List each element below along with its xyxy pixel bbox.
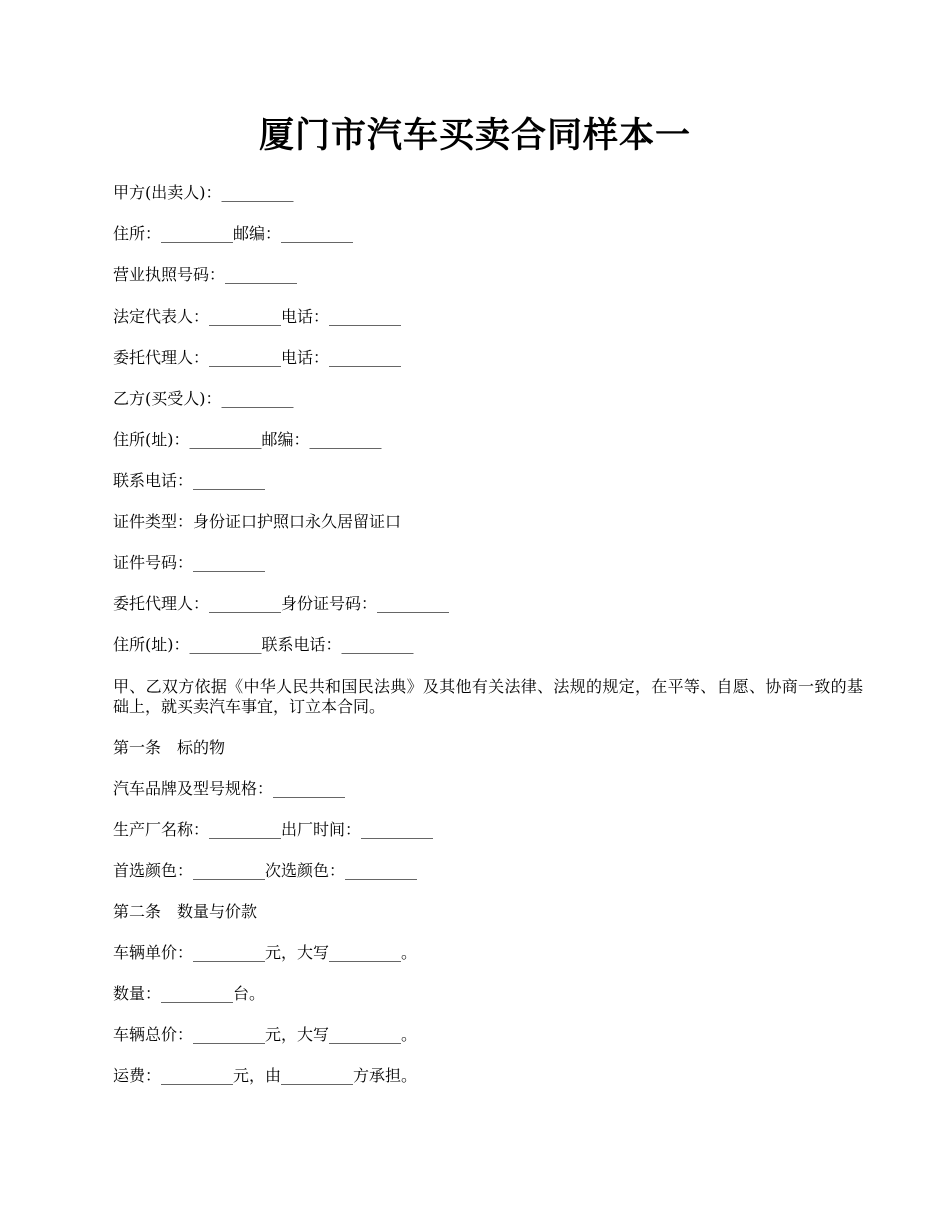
party-b-buyer: 乙方(买受人)：_________ — [113, 389, 294, 408]
total-price: 车辆总价：_________元，大写_________。 — [113, 1025, 418, 1044]
id-document-type: 证件类型：身份证口护照口永久居留证口 — [113, 512, 402, 531]
party-b-address-postcode: 住所(址)：_________邮编：_________ — [113, 430, 382, 449]
vehicle-brand-model: 汽车品牌及型号规格：_________ — [113, 779, 346, 798]
legal-representative-phone: 法定代表人：_________电话：_________ — [113, 307, 402, 326]
document-title: 厦门市汽车买卖合同样本一 — [258, 115, 691, 156]
party-a-address-postcode: 住所：_________邮编：_________ — [113, 224, 354, 243]
article-1-heading: 第一条 标的物 — [113, 738, 226, 757]
unit-price: 车辆单价：_________元，大写_________。 — [113, 943, 418, 962]
party-b-agent-id: 委托代理人：_________身份证号码：_________ — [113, 594, 450, 613]
article-2-heading: 第二条 数量与价款 — [113, 902, 258, 921]
vehicle-colors: 首选颜色：_________次选颜色：_________ — [113, 861, 418, 880]
party-b-contact-phone: 联系电话：_________ — [113, 471, 266, 490]
shipping-cost: 运费：_________元，由_________方承担。 — [113, 1066, 418, 1085]
manufacturer-date: 生产厂名称：_________出厂时间：_________ — [113, 820, 434, 839]
quantity: 数量：_________台。 — [113, 984, 266, 1003]
contract-preamble: 甲、乙双方依据《中华人民共和国民法典》及其他有关法律、法规的规定，在平等、自愿、协商一致的基础上，就买卖汽车事宜，订立本合同。 — [113, 677, 863, 716]
party-a-agent-phone: 委托代理人：_________电话：_________ — [113, 348, 402, 367]
business-license-number: 营业执照号码：_________ — [113, 265, 298, 284]
id-document-number: 证件号码：_________ — [113, 553, 266, 572]
party-b-agent-address-phone: 住所(址)：_________联系电话：_________ — [113, 635, 414, 654]
party-a-seller: 甲方(出卖人)：_________ — [113, 183, 294, 202]
